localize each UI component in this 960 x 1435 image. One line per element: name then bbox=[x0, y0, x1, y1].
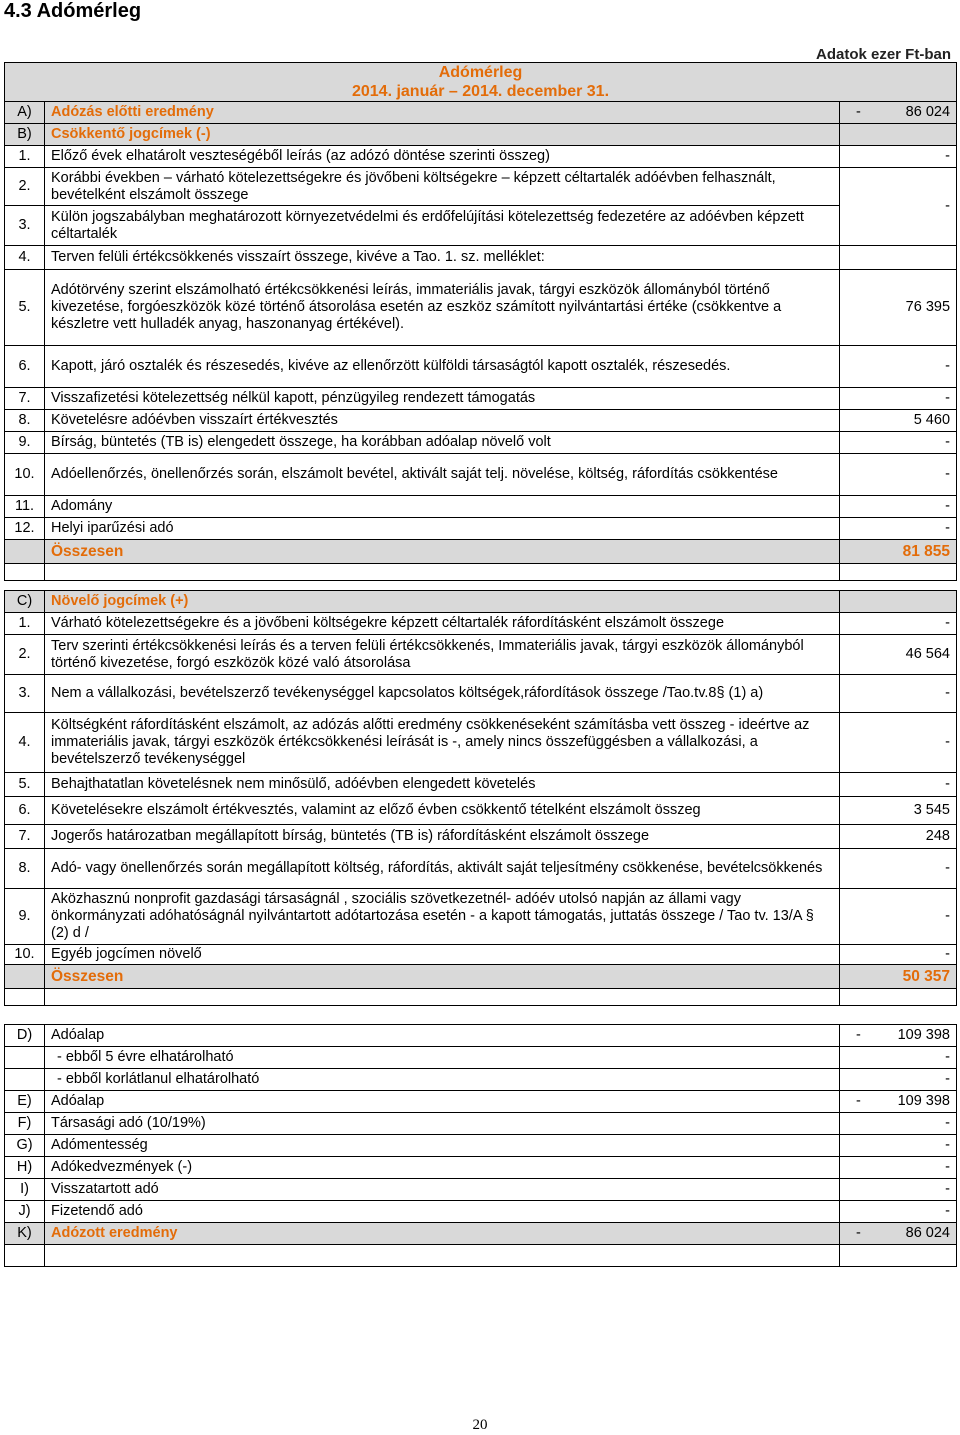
row-label: 1. bbox=[5, 146, 45, 168]
row-label: K) bbox=[5, 1223, 45, 1245]
row-k bbox=[5, 1223, 957, 1245]
units-note: Adatok ezer Ft-ban bbox=[815, 46, 951, 63]
row-value: - bbox=[840, 713, 957, 773]
row-value: - bbox=[840, 1157, 957, 1179]
row-description: Terv szerinti értékcsökkenési leírás és a terven felüli értékcsökkenés, Immateriális javak, tárgyi eszközök állományból történő kivezetése, forgó eszközök közé való átsorolása bbox=[45, 635, 840, 675]
table-header-row bbox=[5, 63, 957, 102]
row-i bbox=[5, 1179, 957, 1201]
sign-mark: - bbox=[856, 104, 861, 120]
table-row bbox=[5, 849, 957, 889]
table-row bbox=[5, 388, 957, 410]
row-value bbox=[840, 591, 957, 613]
row-c bbox=[5, 591, 957, 613]
total-value: 50 357 bbox=[840, 965, 957, 989]
row-label: H) bbox=[5, 1157, 45, 1179]
row-label: 3. bbox=[5, 206, 45, 246]
spacer-row bbox=[5, 989, 957, 1006]
value-text: 86 024 bbox=[905, 1225, 950, 1241]
table-row bbox=[5, 496, 957, 518]
row-value: 5 460 bbox=[840, 410, 957, 432]
row-e bbox=[5, 1091, 957, 1113]
row-label: 5. bbox=[5, 773, 45, 797]
row-description: Adóalap bbox=[45, 1091, 840, 1113]
table-title: Adómérleg bbox=[438, 64, 523, 81]
row-d bbox=[5, 1025, 957, 1047]
row-value: 46 564 bbox=[840, 635, 957, 675]
row-label: D) bbox=[5, 1025, 45, 1047]
row-description: Adózás előtti eredmény bbox=[45, 102, 840, 124]
row-description: Egyéb jogcímen növelő bbox=[45, 945, 840, 965]
row-value: - bbox=[840, 889, 957, 945]
row-value: - bbox=[840, 518, 957, 540]
row-description: Követelésre adóévben visszaírt értékvesztés bbox=[45, 410, 840, 432]
row-description: Visszatartott adó bbox=[45, 1179, 840, 1201]
tax-balance-table-increases bbox=[4, 590, 957, 1006]
row-description: Adózott eredmény bbox=[45, 1223, 840, 1245]
row-description: Költségként ráfordításként elszámolt, az adózás alőtti eredmény csökkenéseként számításba vett összeg - ideértve az immateriális javak, tárgyi eszközök értékcsökkenési leírását is -, amely nincs összefüggésben a vállalkozási, a bevételszerző tevékenységgel bbox=[45, 713, 840, 773]
spacer-row bbox=[5, 564, 957, 581]
table-row bbox=[5, 432, 957, 454]
row-label: 5. bbox=[5, 270, 45, 346]
table-row bbox=[5, 454, 957, 496]
row-value bbox=[840, 246, 957, 270]
row-value: - bbox=[840, 168, 957, 246]
page-number: 20 bbox=[472, 1417, 488, 1433]
row-value: - bbox=[840, 432, 957, 454]
row-description: Jogerős határozatban megállapított bírság, büntetés (TB is) ráfordításként elszámolt összege bbox=[45, 825, 840, 849]
row-label: 7. bbox=[5, 388, 45, 410]
table-row bbox=[5, 635, 957, 675]
row-value bbox=[840, 124, 957, 146]
row-description: - ebből 5 évre elhatárolható bbox=[45, 1047, 840, 1069]
row-f bbox=[5, 1113, 957, 1135]
row-label bbox=[5, 1069, 45, 1091]
total-row-increases bbox=[5, 965, 957, 989]
row-value bbox=[840, 102, 957, 124]
row-value: 3 545 bbox=[840, 797, 957, 825]
table-row bbox=[5, 146, 957, 168]
row-value bbox=[840, 1025, 957, 1047]
row-label: 11. bbox=[5, 496, 45, 518]
row-label: 4. bbox=[5, 246, 45, 270]
total-value: 81 855 bbox=[840, 540, 957, 564]
table-row bbox=[5, 346, 957, 388]
value-text: 109 398 bbox=[897, 1027, 950, 1043]
row-value: - bbox=[840, 388, 957, 410]
table-row bbox=[5, 1069, 957, 1091]
table-row bbox=[5, 206, 957, 246]
row-label: J) bbox=[5, 1201, 45, 1223]
tax-balance-table-reductions bbox=[4, 62, 957, 581]
row-g bbox=[5, 1135, 957, 1157]
table-row bbox=[5, 246, 957, 270]
row-value: - bbox=[840, 1047, 957, 1069]
row-description: Kapott, járó osztalék és részesedés, kivéve az ellenőrzött külföldi társaságtól kapott osztalék, részesedés. bbox=[45, 346, 840, 388]
total-label-cell bbox=[5, 965, 45, 989]
row-label: 2. bbox=[5, 168, 45, 206]
value-text: 86 024 bbox=[905, 104, 951, 120]
row-description: Adómentesség bbox=[45, 1135, 840, 1157]
row-value: - bbox=[840, 675, 957, 713]
row-value: - bbox=[840, 146, 957, 168]
sign-mark: - bbox=[856, 1093, 861, 1109]
row-description: Adóalap bbox=[45, 1025, 840, 1047]
row-value: - bbox=[840, 1113, 957, 1135]
table-row bbox=[5, 797, 957, 825]
row-description: Adó- vagy önellenőrzés során megállapított költség, ráfordítás, aktivált saját teljesítmény csökkenése, bevételcsökkenés bbox=[45, 849, 840, 889]
row-description: Előző évek elhatárolt veszteségéből leírás (az adózó döntése szerinti összeg) bbox=[45, 146, 840, 168]
row-description: Külön jogszabályban meghatározott környezetvédelmi és erdőfelújítási kötelezettség fedezetére az adóévben képzett céltartalék bbox=[45, 206, 840, 246]
row-description: Visszafizetési kötelezettség nélkül kapott, pénzügyileg rendezett támogatás bbox=[45, 388, 840, 410]
row-label: 10. bbox=[5, 945, 45, 965]
row-description: Adókedvezmények (-) bbox=[45, 1157, 840, 1179]
row-label: C) bbox=[5, 591, 45, 613]
table-row bbox=[5, 773, 957, 797]
row-label: F) bbox=[5, 1113, 45, 1135]
row-label: 4. bbox=[5, 713, 45, 773]
table-row bbox=[5, 713, 957, 773]
row-value: - bbox=[840, 613, 957, 635]
row-b bbox=[5, 124, 957, 146]
row-label: 12. bbox=[5, 518, 45, 540]
row-label: 9. bbox=[5, 432, 45, 454]
spacer-row bbox=[5, 1245, 957, 1267]
row-a bbox=[5, 102, 957, 124]
row-description: Adomány bbox=[45, 496, 840, 518]
table-row bbox=[5, 613, 957, 635]
row-label: 7. bbox=[5, 825, 45, 849]
row-value: - bbox=[840, 496, 957, 518]
table-period: 2014. január – 2014. december 31. bbox=[351, 83, 610, 100]
row-label: I) bbox=[5, 1179, 45, 1201]
row-value: - bbox=[840, 454, 957, 496]
row-description: Fizetendő adó bbox=[45, 1201, 840, 1223]
total-label-cell bbox=[5, 540, 45, 564]
table-row bbox=[5, 410, 957, 432]
sign-mark: - bbox=[856, 1225, 861, 1241]
row-value: 76 395 bbox=[840, 270, 957, 346]
row-label: A) bbox=[5, 102, 45, 124]
row-label: 3. bbox=[5, 675, 45, 713]
row-description: Terven felüli értékcsökkenés visszaírt összege, kivéve a Tao. 1. sz. melléklet: bbox=[45, 246, 840, 270]
row-label: 9. bbox=[5, 889, 45, 945]
table-row bbox=[5, 270, 957, 346]
row-description: Csökkentő jogcímek (-) bbox=[45, 124, 840, 146]
row-label: 6. bbox=[5, 797, 45, 825]
row-label: 2. bbox=[5, 635, 45, 675]
row-description: Társasági adó (10/19%) bbox=[45, 1113, 840, 1135]
row-value: - bbox=[840, 346, 957, 388]
row-description: Követelésekre elszámolt értékvesztés, valamint az előző évben csökkentő tételként elszámolt összeg bbox=[45, 797, 840, 825]
value-text: 109 398 bbox=[897, 1093, 950, 1109]
row-value: - bbox=[840, 1135, 957, 1157]
row-label: E) bbox=[5, 1091, 45, 1113]
row-description: Növelő jogcímek (+) bbox=[45, 591, 840, 613]
row-value bbox=[840, 1223, 957, 1245]
row-description: Korábbi években – várható kötelezettségekre és jövőbeni költségekre – képzett céltartalék adóévben felhasznált, bevételként elszámolt összege bbox=[45, 168, 840, 206]
row-description: Várható kötelezettségekre és a jövőbeni költségekre képzett céltartalék ráfordításként elszámolt összege bbox=[45, 613, 840, 635]
row-value: 248 bbox=[840, 825, 957, 849]
row-description: - ebből korlátlanul elhatárolható bbox=[45, 1069, 840, 1091]
row-label: G) bbox=[5, 1135, 45, 1157]
table-row bbox=[5, 675, 957, 713]
table-row bbox=[5, 945, 957, 965]
row-label bbox=[5, 1047, 45, 1069]
row-h bbox=[5, 1157, 957, 1179]
row-description: Behajthatatlan követelésnek nem minősülő, adóévben elengedett követelés bbox=[45, 773, 840, 797]
row-value: - bbox=[840, 945, 957, 965]
row-label: 6. bbox=[5, 346, 45, 388]
row-value bbox=[840, 1091, 957, 1113]
row-label: B) bbox=[5, 124, 45, 146]
row-label: 10. bbox=[5, 454, 45, 496]
row-description: Nem a vállalkozási, bevételszerző tevékenységgel kapcsolatos költségek,ráfordítások összege /Tao.tv.8§ (1) a) bbox=[45, 675, 840, 713]
table-row bbox=[5, 168, 957, 206]
total-row-reductions bbox=[5, 540, 957, 564]
row-value: - bbox=[840, 773, 957, 797]
row-label: 8. bbox=[5, 410, 45, 432]
row-description: Helyi iparűzési adó bbox=[45, 518, 840, 540]
row-value: - bbox=[840, 1069, 957, 1091]
row-value: - bbox=[840, 849, 957, 889]
row-value: - bbox=[840, 1179, 957, 1201]
row-j bbox=[5, 1201, 957, 1223]
section-heading: 4.3 Adómérleg bbox=[4, 0, 142, 22]
sign-mark: - bbox=[856, 1027, 861, 1043]
total-description: Összesen bbox=[45, 540, 840, 564]
row-description: Adótörvény szerint elszámolható értékcsökkenési leírás, immateriális javak, tárgyi eszközök állományból történő kivezetése, forgóeszközök közé történő átsorolása esetén az eszköz számított nyilvántartási értéke (csökkentve a készletre vett hulladék anyag, haszonanyag értékével). bbox=[45, 270, 840, 346]
row-description: Bírság, büntetés (TB is) elengedett összege, ha korábban adóalap növelő volt bbox=[45, 432, 840, 454]
table-row bbox=[5, 1047, 957, 1069]
table-row bbox=[5, 825, 957, 849]
row-label: 1. bbox=[5, 613, 45, 635]
row-description: Aközhasznú nonprofit gazdasági társaságnál , szociális szövetkezetnél- adóév utolsó napján az állami vagy önkormányzati adóhatóságnál nyilvántartott adótartozása esetén - a kapott támogatás, juttatás összege / Tao tv. 13/A § (2) d / bbox=[45, 889, 840, 945]
table-row bbox=[5, 889, 957, 945]
total-description: Összesen bbox=[45, 965, 840, 989]
row-label: 8. bbox=[5, 849, 45, 889]
row-description: Adóellenőrzés, önellenőrzés során, elszámolt bevétel, aktivált saját telj. növelése, költség, ráfordítás csökkentése bbox=[45, 454, 840, 496]
tax-balance-table-result bbox=[4, 1024, 957, 1267]
row-value: - bbox=[840, 1201, 957, 1223]
table-row bbox=[5, 518, 957, 540]
